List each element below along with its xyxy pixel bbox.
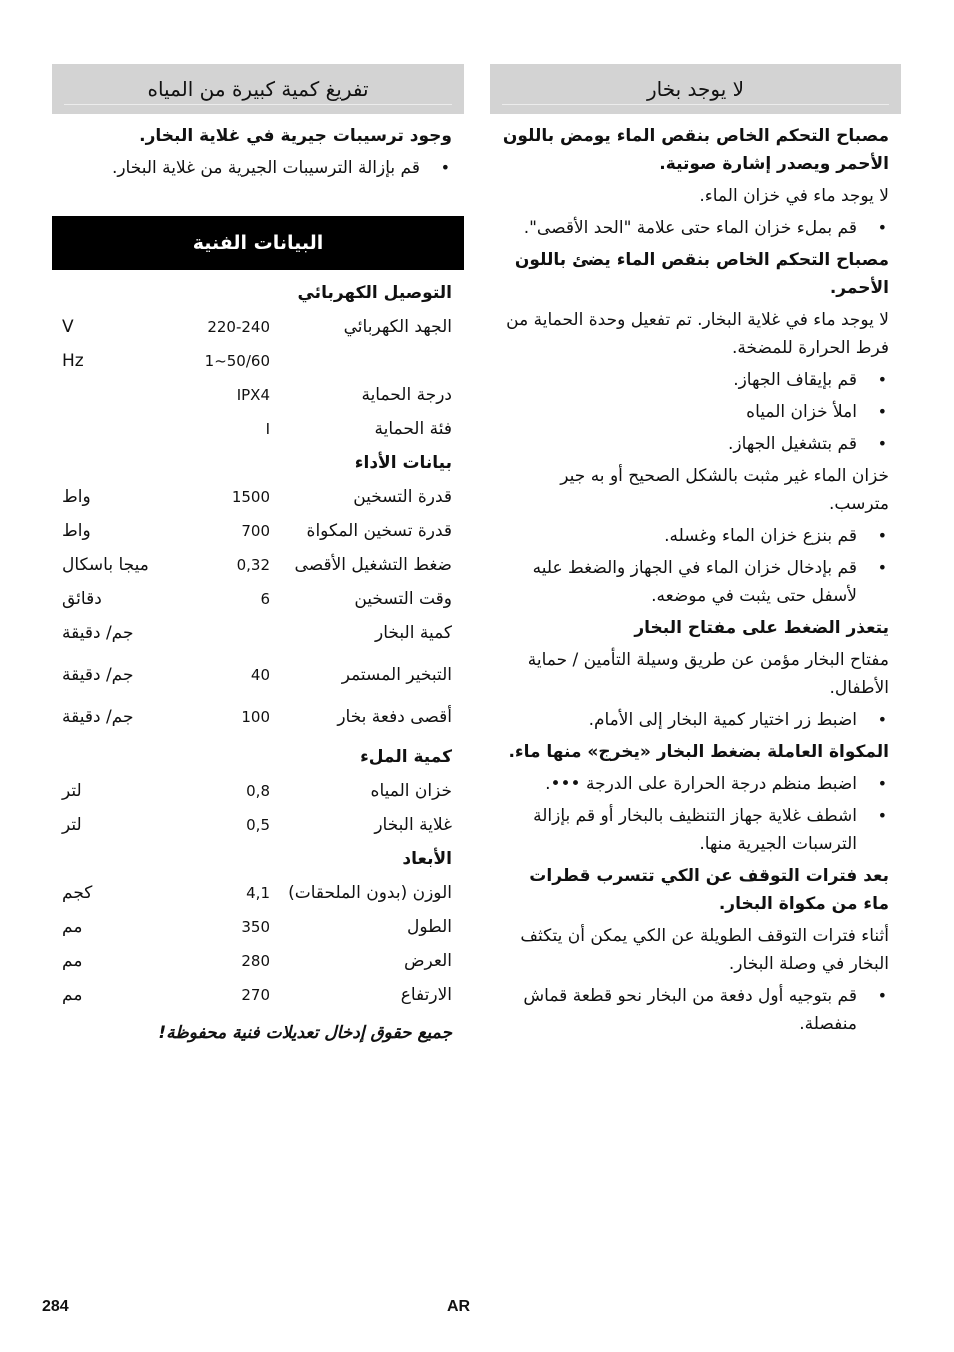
section-performance: بيانات الأداء — [354, 453, 452, 473]
section-dimensions: الأبعاد — [402, 849, 452, 869]
bullet-item: • قم بإدخال خزان الماء في الجهاز والضغط عليه لأسفل حتى يثبت في موضعه. — [502, 554, 889, 610]
no-steam-title: لا يوجد بخار — [646, 77, 745, 101]
tech-data-header — [52, 216, 464, 270]
tech-data-table — [52, 276, 464, 1012]
bullet-item: • اشطف غلاية جهاز التنظيف بالبخار أو قم بإزالة الترسبات الجيرية منها. — [502, 802, 889, 858]
issue-heading: مصباح التحكم الخاص بنقص الماء يومض باللون الأحمر ويصدر إشارة صوتية. — [502, 126, 889, 174]
water-discharge-title: تفريغ كمية كبيرة من المياه — [147, 77, 369, 101]
issue-heading: بعد فترات التوقف عن الكي تتسرب قطرات ماء من مكواة البخار. — [529, 866, 889, 914]
spec-row: 1~50/60 Hz — [62, 351, 270, 371]
page-number: 284 — [42, 1298, 69, 1315]
spec-row: أقصى دفعة بخار 100 جم/ دقيقة — [62, 707, 452, 727]
bullet-list — [502, 522, 889, 610]
language-code: AR — [447, 1298, 471, 1315]
bullet-item: • قم بملء خزان الماء حتى علامة "الحد الأقصى". — [502, 214, 889, 242]
section-filling: كمية الملء — [360, 747, 452, 767]
spec-row: قدرة التسخين 1500 واط — [62, 487, 452, 507]
spec-row: وقت التسخين 6 دقائق — [62, 589, 452, 609]
water-discharge-content — [52, 114, 464, 182]
spec-row: خزان المياه 0,8 لتر — [62, 781, 452, 801]
issue-cause: خزان الماء غير مثبت بالشكل الصحيح أو به جير مترسب. — [560, 466, 889, 514]
spec-row: كمية البخار جم/ دقيقة — [62, 623, 452, 643]
water-discharge-header — [52, 64, 464, 114]
bullet-item: • قم بإيقاف الجهاز. — [502, 366, 889, 394]
bullet-item: • قم بنزع خزان الماء وغسله. — [502, 522, 889, 550]
spec-row: ضغط التشغيل الأقصى 0,32 ميجا باسكال — [62, 555, 452, 575]
limescale-cause: وجود ترسيبات جيرية في غلاية البخار. — [139, 126, 452, 146]
left-column — [52, 64, 464, 1046]
issue-heading: المكواة العاملة بضغط البخار «يخرج» منها ماء. — [508, 742, 889, 762]
issue-heading: مصباح التحكم الخاص بنقص الماء يضئ باللون الأحمر. — [514, 250, 889, 298]
spec-row: الجهد الكهربائي 220-240 V — [62, 317, 452, 337]
bullet-item: • اضبط منظم درجة الحرارة على الدرجة •••. — [502, 770, 889, 798]
spec-row: العرض 280 مم — [62, 951, 452, 971]
issue-heading: يتعذر الضغط على مفتاح البخار — [634, 618, 889, 638]
spec-row: الوزن (بدون الملحقات) 4,1 كجم — [62, 883, 452, 903]
issue-cause: لا يوجد ماء في غلاية البخار. تم تفعيل وحدة الحماية من فرط الحرارة للمضخة. — [506, 310, 889, 358]
spec-row: التبخير المستمر 40 جم/ دقيقة — [62, 665, 452, 685]
issue-cause: أثناء فترات التوقف الطويلة عن الكي يمكن أن يتكثف البخار في وصلة البخار. — [520, 926, 889, 974]
limescale-bullets — [64, 154, 452, 182]
limescale-bullet: • قم بإزالة الترسيبات الجيرية من غلاية البخار. — [64, 154, 452, 182]
bullet-list — [502, 982, 889, 1038]
spec-row: قدرة تسخين المكواة 700 واط — [62, 521, 452, 541]
issue-cause: لا يوجد ماء في خزان الماء. — [699, 186, 889, 206]
spec-row: الطول 350 مم — [62, 917, 452, 937]
bullet-item: • اضبط زر اختيار كمية البخار إلى الأمام. — [502, 706, 889, 734]
bullet-list — [502, 770, 889, 858]
technical-changes-note: جميع حقوق إدخال تعديلات فنية محفوظة! — [158, 1023, 452, 1043]
no-steam-content — [490, 114, 901, 1038]
spec-row: الارتفاع 270 مم — [62, 985, 452, 1005]
bullet-list — [502, 214, 889, 242]
troubleshooting-column — [490, 64, 901, 1042]
tech-data-title: البيانات الفنية — [192, 232, 324, 254]
section-electric: التوصيل الكهربائي — [297, 283, 452, 303]
spec-row: فئة الحماية I — [265, 419, 452, 439]
spec-row: غلاية البخار 0,5 لتر — [62, 815, 452, 835]
issue-cause: مفتاح البخار مؤمن عن طريق وسيلة التأمين / حماية الأطفال. — [527, 650, 889, 698]
no-steam-header — [490, 64, 901, 114]
bullet-item: • قم بتشغيل الجهاز. — [502, 430, 889, 458]
bullet-item: • املأ خزان المياه — [502, 398, 889, 426]
bullet-list — [502, 706, 889, 734]
bullet-item: • قم بتوجيه أول دفعة من البخار نحو قطعة قماش منفصلة. — [502, 982, 889, 1038]
bullet-list — [502, 366, 889, 458]
spec-row: درجة الحماية IPX4 — [236, 385, 452, 405]
